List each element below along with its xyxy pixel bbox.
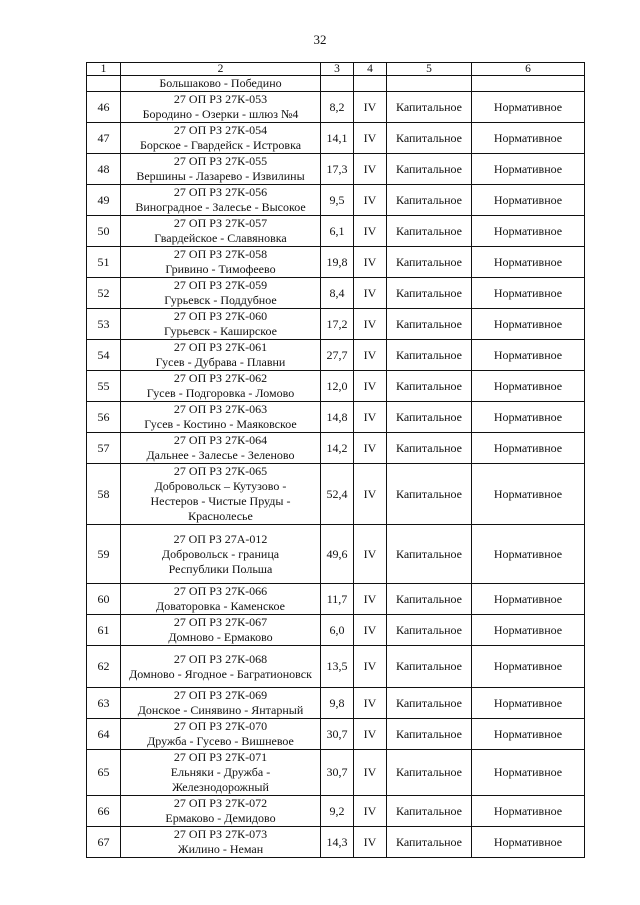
road-length: 14,1 bbox=[321, 123, 354, 154]
road-name-cell bbox=[121, 123, 321, 154]
road-category: IV bbox=[354, 340, 387, 371]
road-length: 6,0 bbox=[321, 615, 354, 646]
road-length: 17,3 bbox=[321, 154, 354, 185]
road-route: Борское - Гвардейск - Истровка bbox=[139, 138, 302, 152]
road-category: IV bbox=[354, 525, 387, 584]
road-route: Дружба - Гусево - Вишневое bbox=[147, 734, 294, 748]
road-category: IV bbox=[354, 278, 387, 309]
road-state: Нормативное bbox=[472, 525, 585, 584]
repair-type: Капитальное bbox=[387, 371, 472, 402]
header-cell-3: 3 bbox=[321, 63, 354, 76]
road-state: Нормативное bbox=[472, 154, 585, 185]
road-route: Добровольск - граница Республики Польша bbox=[161, 546, 280, 576]
road-route: Дальнее - Залесье - Зеленово bbox=[146, 448, 295, 462]
row-number: 67 bbox=[87, 827, 121, 858]
category-cell bbox=[354, 76, 387, 92]
state-cell bbox=[472, 76, 585, 92]
road-code: 27 ОП РЗ 27К-055 bbox=[173, 154, 268, 168]
road-length: 8,4 bbox=[321, 278, 354, 309]
road-state: Нормативное bbox=[472, 646, 585, 688]
row-number: 46 bbox=[87, 92, 121, 123]
road-state: Нормативное bbox=[472, 247, 585, 278]
repair-type: Капитальное bbox=[387, 216, 472, 247]
road-route: Жилино - Неман bbox=[177, 842, 264, 856]
table-row bbox=[87, 185, 585, 216]
repair-type: Капитальное bbox=[387, 309, 472, 340]
road-code: 27 ОП РЗ 27К-067 bbox=[173, 615, 268, 629]
repair-type: Капитальное bbox=[387, 402, 472, 433]
road-name-cell bbox=[121, 402, 321, 433]
repair-type: Капитальное bbox=[387, 340, 472, 371]
table-row bbox=[87, 154, 585, 185]
table-row bbox=[87, 340, 585, 371]
continuation-route: Большаково - Победино bbox=[121, 76, 321, 92]
header-cell-6: 6 bbox=[472, 63, 585, 76]
road-code: 27 ОП РЗ 27К-073 bbox=[173, 827, 268, 841]
header-cell-1: 1 bbox=[87, 63, 121, 76]
repair-type: Капитальное bbox=[387, 464, 472, 525]
road-length: 17,2 bbox=[321, 309, 354, 340]
repair-type: Капитальное bbox=[387, 750, 472, 796]
road-length: 11,7 bbox=[321, 584, 354, 615]
road-name-cell bbox=[121, 750, 321, 796]
road-length: 9,2 bbox=[321, 796, 354, 827]
table-row bbox=[87, 216, 585, 247]
road-route: Гусев - Подгоровка - Ломово bbox=[146, 386, 295, 400]
row-number: 47 bbox=[87, 123, 121, 154]
road-name-cell bbox=[121, 309, 321, 340]
repair-cell bbox=[387, 76, 472, 92]
road-route: Донское - Синявино - Янтарный bbox=[137, 703, 304, 717]
road-route: Гривино - Тимофеево bbox=[165, 262, 276, 276]
road-route: Бородино - Озерки - шлюз №4 bbox=[142, 107, 299, 121]
road-name-cell bbox=[121, 615, 321, 646]
table-row bbox=[87, 464, 585, 525]
road-category: IV bbox=[354, 433, 387, 464]
road-name-cell bbox=[121, 688, 321, 719]
road-length: 6,1 bbox=[321, 216, 354, 247]
road-route: Домново - Ягодное - Багратионовск bbox=[129, 666, 312, 681]
road-route: Домново - Ермаково bbox=[168, 630, 273, 644]
road-route: Ельняки - Дружба - Железнодорожный bbox=[170, 765, 271, 794]
road-code: 27 ОП РЗ 27К-065 bbox=[173, 464, 268, 478]
table-row bbox=[87, 371, 585, 402]
road-state: Нормативное bbox=[472, 584, 585, 615]
road-state: Нормативное bbox=[472, 464, 585, 525]
repair-type: Капитальное bbox=[387, 433, 472, 464]
road-state: Нормативное bbox=[472, 92, 585, 123]
road-route: Гусев - Дубрава - Плавни bbox=[155, 355, 286, 369]
road-length: 14,2 bbox=[321, 433, 354, 464]
road-length: 14,3 bbox=[321, 827, 354, 858]
road-code: 27 ОП РЗ 27К-056 bbox=[173, 185, 268, 199]
table-row bbox=[87, 750, 585, 796]
road-code: 27 ОП РЗ 27К-053 bbox=[173, 92, 268, 106]
header-row bbox=[87, 63, 585, 76]
road-length: 49,6 bbox=[321, 525, 354, 584]
road-state: Нормативное bbox=[472, 309, 585, 340]
road-route: Доваторовка - Каменское bbox=[156, 599, 285, 613]
repair-type: Капитальное bbox=[387, 247, 472, 278]
repair-type: Капитальное bbox=[387, 827, 472, 858]
table-row bbox=[87, 278, 585, 309]
road-route: Гурьевск - Поддубное bbox=[164, 293, 277, 307]
road-length: 27,7 bbox=[321, 340, 354, 371]
table-row bbox=[87, 525, 585, 584]
table-row bbox=[87, 688, 585, 719]
road-route: Гурьевск - Каширское bbox=[164, 324, 277, 338]
road-length: 14,8 bbox=[321, 402, 354, 433]
row-number: 54 bbox=[87, 340, 121, 371]
road-code: 27 ОП РЗ 27К-064 bbox=[173, 433, 268, 447]
road-code: 27 ОП РЗ 27К-071 bbox=[173, 750, 268, 764]
row-number: 48 bbox=[87, 154, 121, 185]
road-code: 27 ОП РЗ 27К-057 bbox=[173, 216, 268, 230]
row-number: 53 bbox=[87, 309, 121, 340]
road-state: Нормативное bbox=[472, 402, 585, 433]
page-number: 32 bbox=[313, 32, 327, 47]
table-row bbox=[87, 796, 585, 827]
row-number: 66 bbox=[87, 796, 121, 827]
row-number: 64 bbox=[87, 719, 121, 750]
table-row bbox=[87, 247, 585, 278]
road-name-cell bbox=[121, 464, 321, 525]
repair-type: Капитальное bbox=[387, 615, 472, 646]
road-category: IV bbox=[354, 185, 387, 216]
road-name-cell bbox=[121, 278, 321, 309]
repair-type: Капитальное bbox=[387, 154, 472, 185]
row-number: 62 bbox=[87, 646, 121, 688]
table-row bbox=[87, 309, 585, 340]
road-code: 27 ОП РЗ 27К-069 bbox=[173, 688, 268, 702]
table-row bbox=[87, 615, 585, 646]
repair-type: Капитальное bbox=[387, 92, 472, 123]
road-code: 27 ОП РЗ 27К-068 bbox=[173, 651, 268, 666]
road-name-cell bbox=[121, 185, 321, 216]
road-name-cell bbox=[121, 827, 321, 858]
repair-type: Капитальное bbox=[387, 278, 472, 309]
road-length: 30,7 bbox=[321, 719, 354, 750]
road-state: Нормативное bbox=[472, 615, 585, 646]
road-state: Нормативное bbox=[472, 340, 585, 371]
table-row bbox=[87, 402, 585, 433]
road-code: 27 ОП РЗ 27К-058 bbox=[173, 247, 268, 261]
road-category: IV bbox=[354, 827, 387, 858]
row-number: 49 bbox=[87, 185, 121, 216]
table-row bbox=[87, 92, 585, 123]
road-name-cell bbox=[121, 154, 321, 185]
row-number: 57 bbox=[87, 433, 121, 464]
road-category: IV bbox=[354, 615, 387, 646]
road-code: 27 ОП РЗ 27К-060 bbox=[173, 309, 268, 323]
road-route: Гусев - Костино - Маяковское bbox=[144, 417, 297, 431]
row-number: 60 bbox=[87, 584, 121, 615]
repair-type: Капитальное bbox=[387, 688, 472, 719]
row-number-cell bbox=[87, 76, 121, 92]
header-cell-4: 4 bbox=[354, 63, 387, 76]
repair-type: Капитальное bbox=[387, 796, 472, 827]
road-state: Нормативное bbox=[472, 123, 585, 154]
continuation-row bbox=[87, 76, 585, 92]
road-code: 27 ОП РЗ 27А-012 bbox=[173, 531, 268, 546]
road-code: 27 ОП РЗ 27К-062 bbox=[173, 371, 268, 385]
row-number: 52 bbox=[87, 278, 121, 309]
road-length: 8,2 bbox=[321, 92, 354, 123]
row-number: 51 bbox=[87, 247, 121, 278]
road-category: IV bbox=[354, 123, 387, 154]
table-row bbox=[87, 646, 585, 688]
road-route: Добровольск – Кутузово - Нестеров - Чистые Пруды - Краснолесье bbox=[150, 479, 291, 523]
road-state: Нормативное bbox=[472, 278, 585, 309]
road-category: IV bbox=[354, 309, 387, 340]
row-number: 61 bbox=[87, 615, 121, 646]
road-name-cell bbox=[121, 247, 321, 278]
road-length: 12,0 bbox=[321, 371, 354, 402]
road-name-cell bbox=[121, 796, 321, 827]
road-route: Ермаково - Демидово bbox=[165, 811, 276, 825]
road-category: IV bbox=[354, 402, 387, 433]
road-state: Нормативное bbox=[472, 719, 585, 750]
roads-table bbox=[86, 62, 585, 858]
road-category: IV bbox=[354, 688, 387, 719]
road-code: 27 ОП РЗ 27К-054 bbox=[173, 123, 268, 137]
road-category: IV bbox=[354, 719, 387, 750]
road-code: 27 ОП РЗ 27К-066 bbox=[173, 584, 268, 598]
repair-type: Капитальное bbox=[387, 719, 472, 750]
road-category: IV bbox=[354, 646, 387, 688]
road-state: Нормативное bbox=[472, 433, 585, 464]
road-category: IV bbox=[354, 796, 387, 827]
row-number: 59 bbox=[87, 525, 121, 584]
road-length: 19,8 bbox=[321, 247, 354, 278]
road-state: Нормативное bbox=[472, 216, 585, 247]
road-state: Нормативное bbox=[472, 827, 585, 858]
road-category: IV bbox=[354, 154, 387, 185]
repair-type: Капитальное bbox=[387, 185, 472, 216]
road-state: Нормативное bbox=[472, 371, 585, 402]
road-code: 27 ОП РЗ 27К-059 bbox=[173, 278, 268, 292]
road-state: Нормативное bbox=[472, 688, 585, 719]
row-number: 63 bbox=[87, 688, 121, 719]
road-code: 27 ОП РЗ 27К-072 bbox=[173, 796, 268, 810]
road-name-cell bbox=[121, 719, 321, 750]
road-category: IV bbox=[354, 464, 387, 525]
row-number: 55 bbox=[87, 371, 121, 402]
road-length: 9,5 bbox=[321, 185, 354, 216]
road-category: IV bbox=[354, 92, 387, 123]
road-category: IV bbox=[354, 371, 387, 402]
repair-type: Капитальное bbox=[387, 123, 472, 154]
repair-type: Капитальное bbox=[387, 584, 472, 615]
road-code: 27 ОП РЗ 27К-070 bbox=[173, 719, 268, 733]
table-row bbox=[87, 123, 585, 154]
header-cell-2: 2 bbox=[121, 63, 321, 76]
table-row bbox=[87, 433, 585, 464]
road-category: IV bbox=[354, 750, 387, 796]
road-category: IV bbox=[354, 247, 387, 278]
road-state: Нормативное bbox=[472, 185, 585, 216]
road-name-cell bbox=[121, 433, 321, 464]
row-number: 58 bbox=[87, 464, 121, 525]
road-route: Виноградное - Залесье - Высокое bbox=[135, 200, 306, 214]
road-code: 27 ОП РЗ 27К-061 bbox=[173, 340, 268, 354]
road-name-cell bbox=[121, 216, 321, 247]
road-name-cell bbox=[121, 525, 321, 584]
road-name-cell bbox=[121, 92, 321, 123]
road-name-cell bbox=[121, 646, 321, 688]
road-name-cell bbox=[121, 371, 321, 402]
header-cell-5: 5 bbox=[387, 63, 472, 76]
road-state: Нормативное bbox=[472, 750, 585, 796]
row-number: 50 bbox=[87, 216, 121, 247]
length-cell bbox=[321, 76, 354, 92]
road-route: Гвардейское - Славяновка bbox=[154, 231, 287, 245]
road-state: Нормативное bbox=[472, 796, 585, 827]
road-length: 9,8 bbox=[321, 688, 354, 719]
road-category: IV bbox=[354, 216, 387, 247]
repair-type: Капитальное bbox=[387, 525, 472, 584]
road-length: 30,7 bbox=[321, 750, 354, 796]
road-code: 27 ОП РЗ 27К-063 bbox=[173, 402, 268, 416]
road-name-cell bbox=[121, 584, 321, 615]
road-route: Вершины - Лазарево - Извилины bbox=[136, 169, 305, 183]
table-row bbox=[87, 719, 585, 750]
row-number: 65 bbox=[87, 750, 121, 796]
table-row bbox=[87, 584, 585, 615]
road-name-cell bbox=[121, 340, 321, 371]
repair-type: Капитальное bbox=[387, 646, 472, 688]
road-length: 52,4 bbox=[321, 464, 354, 525]
road-category: IV bbox=[354, 584, 387, 615]
row-number: 56 bbox=[87, 402, 121, 433]
road-length: 13,5 bbox=[321, 646, 354, 688]
table-row bbox=[87, 827, 585, 858]
